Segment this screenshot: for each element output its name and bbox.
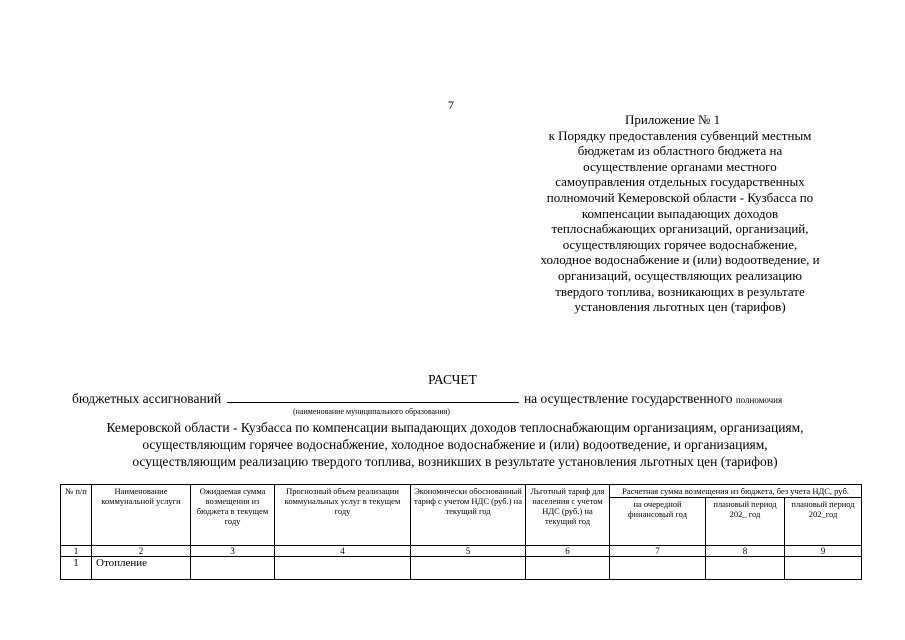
header-cell: Прогнозный объем реализации коммунальных услуг в текущем году: [275, 485, 411, 546]
table-header-row: [61, 485, 862, 498]
header-cell: № п/п: [61, 485, 92, 546]
column-number: 1: [61, 546, 92, 557]
header-cell: Экономически обоснованный тариф с учетом НДС (руб.) на текущий год: [411, 485, 526, 546]
appendix-line: организаций, осуществляющих реализацию: [558, 267, 802, 283]
column-number: 5: [411, 546, 526, 557]
body-line: осуществляющим реализацию твердого топлива, возникших в результате установления льготных цен (тарифов): [132, 454, 778, 469]
appendix-line: установления льготных цен (тарифов): [574, 299, 786, 315]
appendix-line: компенсации выпадающих доходов: [581, 205, 779, 221]
table-cell[interactable]: [411, 557, 526, 580]
appendix-line: полномочий Кемеровской области - Кузбасса по: [546, 189, 814, 205]
body-text: [40, 419, 870, 470]
table-cell[interactable]: [610, 557, 706, 580]
appendix-line: твердого топлива, возникающих в результате: [555, 283, 805, 299]
document-heading: РАСЧЕТ: [428, 372, 477, 387]
calculation-table: [60, 484, 862, 580]
header-cell: Льготный тариф для населения с учетом НДС (руб.) на текущий год: [526, 485, 610, 546]
appendix-line: холодное водоснабжение и (или) водоотведение, и: [540, 252, 820, 268]
appendix-line: бюджетам из областного бюджета на: [577, 143, 783, 159]
table-row: [61, 557, 862, 580]
table-cell[interactable]: [275, 557, 411, 580]
column-number: 2: [92, 546, 191, 557]
table-cell[interactable]: [191, 557, 275, 580]
appendix-line: к Порядку предоставления субвенций местным: [548, 127, 812, 143]
allocation-line-small: полномочия: [735, 395, 783, 405]
column-number: 9: [785, 546, 862, 557]
appendix-line: самоуправления отдельных государственных: [555, 174, 805, 190]
allocation-line: [72, 390, 782, 407]
appendix-line: осуществление органами местного: [583, 158, 777, 174]
column-number: 7: [610, 546, 706, 557]
body-line: осуществляющим горячее водоснабжение, холодное водоснабжение и (или) водоотведение, и организациям,: [142, 437, 768, 452]
appendix-block: [512, 112, 848, 315]
municipality-blank-field[interactable]: [227, 390, 519, 403]
column-number: 4: [275, 546, 411, 557]
header-cell: Ожидаемая сумма возмещения из бюджета в текущем году: [191, 485, 275, 546]
header-group-cell: Расчетная сумма возмещения из бюджета, без учета НДС, руб.: [610, 485, 862, 498]
row-number-cell: 1: [61, 557, 92, 580]
allocation-line-after: на осуществление государственного: [523, 391, 733, 406]
header-cell: на очередной финансовый год: [610, 498, 706, 546]
appendix-line: осуществляющих горячее водоснабжение,: [562, 236, 798, 252]
column-number-row: [61, 546, 862, 557]
body-line: Кемеровской области - Кузбасса по компенсации выпадающих доходов теплоснабжающим организациям, организациям,: [106, 420, 804, 435]
column-number: 3: [191, 546, 275, 557]
table-cell[interactable]: [706, 557, 785, 580]
table-cell[interactable]: [526, 557, 610, 580]
header-cell: Наименование коммунальной услуги: [92, 485, 191, 546]
municipality-caption: (наименование муниципального образования): [293, 407, 450, 416]
allocation-line-before: бюджетных ассигнований: [72, 391, 222, 406]
header-cell: плановый период 202_ год: [706, 498, 785, 546]
column-number: 8: [706, 546, 785, 557]
page-number: 7: [448, 98, 454, 112]
appendix-line: теплоснабжающих организаций, организаций,: [551, 221, 809, 237]
appendix-title: Приложение № 1: [625, 112, 721, 127]
row-name-cell: Отопление: [92, 557, 191, 580]
column-number: 6: [526, 546, 610, 557]
table-cell[interactable]: [785, 557, 862, 580]
header-cell: плановый период 202_год: [785, 498, 862, 546]
